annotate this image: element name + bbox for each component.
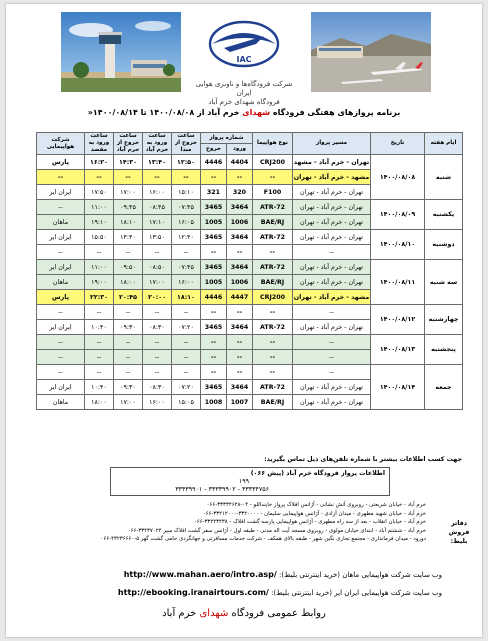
cell-date: ۱۴۰۰/۰۸/۱۰ bbox=[371, 230, 425, 260]
cell-dep-origin: ۰۷:۴۵ bbox=[172, 200, 201, 215]
footer-highlight: شهدای bbox=[199, 608, 229, 619]
cell-flight-arrival: 320 bbox=[227, 185, 253, 200]
cell-arr-khorramabad: ۲۰:۰۰ bbox=[143, 290, 172, 305]
cell-flight-departure: 1005 bbox=[201, 275, 227, 290]
cell-arr-dest: ۱۱:۰۰ bbox=[85, 200, 114, 215]
cell-arr-dest: ۱۸:۰۰ bbox=[85, 395, 114, 410]
cell-aircraft: F100 bbox=[253, 185, 293, 200]
table-row bbox=[37, 335, 463, 350]
cell-aircraft: ATR-72 bbox=[253, 320, 293, 335]
header-aircraft: نوع هواپیما bbox=[253, 133, 293, 155]
cell-arr-dest: ۱۹:۰۰ bbox=[85, 275, 114, 290]
cell-aircraft: -- bbox=[253, 365, 293, 380]
cell-dep-khorramabad: -- bbox=[114, 335, 143, 350]
cell-date: ۱۴۰۰/۰۸/۱۳ bbox=[371, 335, 425, 365]
cell-dep-origin: ۰۷:۴۵ bbox=[172, 260, 201, 275]
cell-day: یکشنبه bbox=[425, 200, 463, 230]
cell-flight-arrival: -- bbox=[227, 170, 253, 185]
cell-arr-dest: -- bbox=[85, 245, 114, 260]
agencies-label: دفاتر فروش بلیط: bbox=[448, 520, 470, 545]
cell-dep-khorramabad: ۱۴:۴۰ bbox=[114, 230, 143, 245]
cell-arr-dest: ۲۲:۳۰ bbox=[85, 290, 114, 305]
cell-aircraft: ATR-72 bbox=[253, 260, 293, 275]
agency-item: دورود - میدان فرمانداری - مجتمع تجاری نگین شهر - طبقه بالای همکف - شرکت خدمات مسافرتی و جهانگردی حامی گشت گهر ۵-۴۳۲۳۶۶۶۰-۰۶۶ bbox=[100, 536, 426, 543]
cell-flight-departure: 3465 bbox=[201, 200, 227, 215]
ticket-agencies-list bbox=[46, 501, 426, 544]
cell-flight-arrival: -- bbox=[227, 335, 253, 350]
cell-dep-khorramabad: ۱۴:۳۰ bbox=[114, 155, 143, 170]
cell-flight-departure: 321 bbox=[201, 185, 227, 200]
cell-day: چهارشنبه bbox=[425, 305, 463, 335]
cell-flight-arrival: 4404 bbox=[227, 155, 253, 170]
cell-dep-origin: ۱۲:۴۰ bbox=[172, 230, 201, 245]
cell-arr-dest: ۱۶:۲۰ bbox=[85, 155, 114, 170]
contact-note: جهت کسب اطلاعات بیشتر با شماره تلفن‌های ذیل تماس بگیرید: bbox=[264, 456, 462, 463]
cell-dep-khorramabad: ۱۷:۰۰ bbox=[114, 395, 143, 410]
cell-aircraft: -- bbox=[253, 305, 293, 320]
cell-day: پنجشنبه bbox=[425, 335, 463, 365]
iac-emblem-icon bbox=[204, 14, 284, 76]
cell-airline: پارس bbox=[37, 155, 85, 170]
cell-flight-arrival: 3464 bbox=[227, 260, 253, 275]
cell-dep-khorramabad: ۰۹:۴۵ bbox=[114, 200, 143, 215]
agency-item: خرم آباد - خیابان شریعتی - روبروی آتش نشانی - آژانس افلاک پرواز خاپنداللو - ۰۴-۳۳۳۳۴۶۴۸-۰۶۶ bbox=[206, 502, 426, 508]
cell-flight-arrival: -- bbox=[227, 305, 253, 320]
cell-airline: ماهان bbox=[37, 395, 85, 410]
cell-dep-khorramabad: ۱۸:۱۰ bbox=[114, 215, 143, 230]
cell-arr-dest: ۱۷:۵۰ bbox=[85, 185, 114, 200]
cell-dep-origin: ۰۷:۲۰ bbox=[172, 380, 201, 395]
cell-dep-khorramabad: ۰۹:۳۰ bbox=[114, 320, 143, 335]
cell-flight-arrival: -- bbox=[227, 365, 253, 380]
mahan-website-link[interactable]: http://www.mahan.aero/intro.asp/ bbox=[123, 570, 277, 579]
cell-dep-khorramabad: -- bbox=[114, 245, 143, 260]
cell-dep-khorramabad: ۲۰:۴۵ bbox=[114, 290, 143, 305]
cell-flight-arrival: 3464 bbox=[227, 320, 253, 335]
flight-info-box bbox=[110, 467, 390, 496]
cell-dep-origin: -- bbox=[172, 305, 201, 320]
cell-flight-arrival: 4447 bbox=[227, 290, 253, 305]
header-departure: خروج bbox=[201, 144, 227, 155]
cell-arr-khorramabad: ۰۸:۵۰ bbox=[143, 260, 172, 275]
iranair-website-label: وب سایت شرکت هواپیمایی ایران ایر (خرید اینترنتی بلیط): bbox=[271, 589, 442, 597]
cell-route: مشهد - خرم آباد - تهران bbox=[293, 170, 371, 185]
cell-flight-arrival: 3464 bbox=[227, 230, 253, 245]
cell-day: دوشنبه bbox=[425, 230, 463, 260]
cell-airline: پارس bbox=[37, 290, 85, 305]
title-prefix: برنامه پروازهای هفتگی فرودگاه bbox=[272, 108, 401, 117]
cell-route: -- bbox=[293, 350, 371, 365]
agency-item: خرم آباد - خیابان شهید مطهری - میدان آزادی - آژانس هواپیمایی سلیمان - ۳۳۲۰۰۰۰-۳۳۲۱۲۰۰۰-۰۶۶ bbox=[202, 510, 426, 517]
cell-flight-departure: -- bbox=[201, 365, 227, 380]
cell-arr-dest: ۱۱:۰۰ bbox=[85, 260, 114, 275]
cell-arr-khorramabad: ۰۸:۳۰ bbox=[143, 380, 172, 395]
info-phone-numbers: ۳۳۳۳۴۷۵۶ - ۳۳۳۳۹۹۰۲ - ۳۳۳۳۹۹۰۱ bbox=[175, 486, 269, 493]
cell-aircraft: -- bbox=[253, 335, 293, 350]
cell-arr-khorramabad: ۰۸:۳۰ bbox=[143, 320, 172, 335]
cell-flight-departure: 1008 bbox=[201, 395, 227, 410]
cell-dep-origin: ۱۸:۱۰ bbox=[172, 290, 201, 305]
table-header bbox=[37, 133, 463, 155]
cell-airline: -- bbox=[37, 200, 85, 215]
cell-arr-khorramabad: ۱۳:۵۰ bbox=[143, 230, 172, 245]
cell-airline: -- bbox=[37, 305, 85, 320]
cell-route: تهران - خرم آباد - تهران bbox=[293, 320, 371, 335]
title-highlight: شهدای bbox=[242, 108, 271, 117]
cell-arr-khorramabad: -- bbox=[143, 245, 172, 260]
info-short-number: ۱۹۹ bbox=[238, 478, 249, 485]
cell-arr-khorramabad: ۰۸:۴۵ bbox=[143, 200, 172, 215]
header-arrival: ورود bbox=[227, 144, 253, 155]
cell-flight-departure: 4446 bbox=[201, 155, 227, 170]
cell-flight-departure: -- bbox=[201, 335, 227, 350]
cell-route: تهران - خرم آباد - مشهد bbox=[293, 155, 371, 170]
cell-arr-dest: ۱۹:۱۰ bbox=[85, 215, 114, 230]
cell-date: ۱۴۰۰/۰۸/۰۹ bbox=[371, 200, 425, 230]
cell-route: -- bbox=[293, 245, 371, 260]
cell-aircraft: ATR-72 bbox=[253, 380, 293, 395]
header-dep-origin: ساعت خروج از مبدا bbox=[172, 133, 201, 155]
cell-flight-departure: 3465 bbox=[201, 320, 227, 335]
cell-day: جمعه bbox=[425, 365, 463, 410]
cell-airline: ماهان bbox=[37, 215, 85, 230]
header-dep-khorramabad: ساعت خروج از خرم آباد bbox=[114, 133, 143, 155]
cell-arr-dest: ۱۵:۵۰ bbox=[85, 230, 114, 245]
cell-dep-origin: ۱۲:۵۰ bbox=[172, 155, 201, 170]
table-row bbox=[37, 305, 463, 320]
cell-flight-arrival: 1006 bbox=[227, 275, 253, 290]
title-suffix: خرم آباد از ۱۴۰۰/۰۸/۰۸ تا ۱۴۰۰/۰۸/۱۴« bbox=[87, 108, 240, 117]
cell-flight-departure: -- bbox=[201, 170, 227, 185]
header-route: مسیر پرواز bbox=[293, 133, 371, 155]
cell-airline: ایران ایر bbox=[37, 320, 85, 335]
cell-flight-departure: 4446 bbox=[201, 290, 227, 305]
iranair-website-line bbox=[118, 588, 442, 597]
footer-prefix: روابط عمومی فرودگاه bbox=[231, 608, 326, 619]
cell-airline: -- bbox=[37, 245, 85, 260]
cell-arr-dest: -- bbox=[85, 170, 114, 185]
cell-flight-departure: 3465 bbox=[201, 260, 227, 275]
table-row bbox=[37, 230, 463, 245]
cell-route: تهران - خرم آباد - تهران bbox=[293, 230, 371, 245]
header-airline: شرکت هواپیمایی bbox=[37, 133, 85, 155]
footer-suffix: خرم آباد bbox=[162, 608, 197, 619]
cell-date: ۱۴۰۰/۰۸/۱۴ bbox=[371, 365, 425, 410]
header-arr-khorramabad: ساعت ورود به خرم آباد bbox=[143, 133, 172, 155]
cell-dep-khorramabad: -- bbox=[114, 170, 143, 185]
table-row bbox=[37, 155, 463, 170]
cell-airline: -- bbox=[37, 365, 85, 380]
cell-dep-origin: -- bbox=[172, 365, 201, 380]
cell-aircraft: BAE/RJ bbox=[253, 395, 293, 410]
cell-dep-khorramabad: ۰۹:۵۰ bbox=[114, 260, 143, 275]
cell-flight-arrival: 1007 bbox=[227, 395, 253, 410]
cell-airline: ماهان bbox=[37, 275, 85, 290]
cell-dep-origin: -- bbox=[172, 335, 201, 350]
logo-text: IAC bbox=[236, 55, 252, 64]
cell-arr-khorramabad: -- bbox=[143, 335, 172, 350]
cell-airline: -- bbox=[37, 335, 85, 350]
cell-route: تهران - خرم آباد - تهران bbox=[293, 215, 371, 230]
cell-route: تهران - خرم آباد - تهران bbox=[293, 395, 371, 410]
airport-apron-photo bbox=[311, 12, 431, 92]
cell-arr-khorramabad: -- bbox=[143, 170, 172, 185]
iranair-website-link[interactable]: http://ebooking.iranairtours.com/ bbox=[117, 588, 269, 597]
cell-aircraft: ATR-72 bbox=[253, 230, 293, 245]
control-tower-photo bbox=[61, 12, 181, 92]
cell-dep-origin: -- bbox=[172, 170, 201, 185]
info-title: اطلاعات پرواز فرودگاه خرم آباد (پیش ۰۶۶) bbox=[250, 470, 385, 477]
cell-date: ۱۴۰۰/۰۸/۱۲ bbox=[371, 305, 425, 335]
schedule-page bbox=[6, 4, 482, 637]
cell-flight-departure: -- bbox=[201, 245, 227, 260]
cell-aircraft: ATR-72 bbox=[253, 200, 293, 215]
cell-arr-khorramabad: ۱۳:۴۰ bbox=[143, 155, 172, 170]
iac-logo bbox=[194, 14, 294, 104]
cell-dep-khorramabad: -- bbox=[114, 350, 143, 365]
cell-aircraft: CRJ200 bbox=[253, 155, 293, 170]
cell-airline: ایران ایر bbox=[37, 380, 85, 395]
mahan-website-label: وب سایت شرکت هواپیمایی ماهان (خرید اینترنتی بلیط): bbox=[279, 571, 442, 579]
cell-dep-khorramabad: -- bbox=[114, 365, 143, 380]
cell-dep-origin: ۱۶:۰۰ bbox=[172, 275, 201, 290]
cell-route: تهران - خرم آباد - تهران bbox=[293, 275, 371, 290]
cell-route: -- bbox=[293, 335, 371, 350]
cell-flight-arrival: 1006 bbox=[227, 215, 253, 230]
cell-date: ۱۴۰۰/۰۸/۰۸ bbox=[371, 155, 425, 200]
cell-flight-arrival: 3464 bbox=[227, 380, 253, 395]
cell-arr-dest: -- bbox=[85, 350, 114, 365]
cell-flight-departure: 3465 bbox=[201, 380, 227, 395]
cell-dep-origin: ۱۶:۰۵ bbox=[172, 215, 201, 230]
cell-route: مشهد - خرم آباد - تهران bbox=[293, 290, 371, 305]
cell-airline: ایران ایر bbox=[37, 185, 85, 200]
cell-flight-departure: -- bbox=[201, 305, 227, 320]
cell-arr-khorramabad: -- bbox=[143, 305, 172, 320]
table-row bbox=[37, 365, 463, 380]
cell-route: تهران - خرم آباد - تهران bbox=[293, 380, 371, 395]
logo-line-2: فرودگاه شهدای خرم آباد bbox=[208, 98, 280, 106]
cell-arr-dest: ۱۰:۴۰ bbox=[85, 320, 114, 335]
cell-flight-departure: 1005 bbox=[201, 215, 227, 230]
cell-dep-origin: -- bbox=[172, 245, 201, 260]
cell-arr-dest: -- bbox=[85, 365, 114, 380]
agency-item: خرم آباد - ششتم آباد - ابتدای خیابان مولوی - روبروی مسجد آیت اله مدنی - طبقه اول - آژانس سفر گشت افلاک سیر ۳۳۴۳۷۰۲۴-۰۶۶ bbox=[127, 527, 426, 534]
cell-arr-khorramabad: ۱۷:۰۰ bbox=[143, 275, 172, 290]
cell-arr-khorramabad: ۱۶:۰۰ bbox=[143, 395, 172, 410]
cell-aircraft: CRJ200 bbox=[253, 290, 293, 305]
footer-signature bbox=[126, 608, 362, 619]
cell-dep-khorramabad: ۰۹:۳۰ bbox=[114, 380, 143, 395]
header-day: ایام هفته bbox=[425, 133, 463, 155]
cell-arr-khorramabad: ۱۷:۱۰ bbox=[143, 215, 172, 230]
table-row bbox=[37, 260, 463, 275]
cell-aircraft: BAE/RJ bbox=[253, 215, 293, 230]
cell-route: تهران - خرم آباد - تهران bbox=[293, 185, 371, 200]
cell-flight-departure: 3465 bbox=[201, 230, 227, 245]
cell-dep-khorramabad: ۱۷:۰۰ bbox=[114, 185, 143, 200]
cell-aircraft: -- bbox=[253, 170, 293, 185]
schedule-title bbox=[16, 108, 472, 117]
table-row bbox=[37, 200, 463, 215]
cell-aircraft: BAE/RJ bbox=[253, 275, 293, 290]
cell-day: شنبه bbox=[425, 155, 463, 200]
cell-arr-dest: -- bbox=[85, 335, 114, 350]
cell-dep-khorramabad: -- bbox=[114, 305, 143, 320]
cell-date: ۱۴۰۰/۰۸/۱۱ bbox=[371, 260, 425, 305]
flight-schedule-table bbox=[36, 132, 463, 410]
cell-dep-origin: ۰۷:۲۰ bbox=[172, 320, 201, 335]
cell-route: تهران - خرم آباد - تهران bbox=[293, 260, 371, 275]
cell-arr-khorramabad: -- bbox=[143, 350, 172, 365]
table-body bbox=[37, 155, 463, 410]
cell-aircraft: -- bbox=[253, 350, 293, 365]
cell-flight-departure: -- bbox=[201, 350, 227, 365]
cell-arr-khorramabad: ۱۶:۰۰ bbox=[143, 185, 172, 200]
header-flight-no: شماره پرواز bbox=[201, 133, 253, 144]
cell-arr-dest: -- bbox=[85, 305, 114, 320]
cell-flight-arrival: 3464 bbox=[227, 200, 253, 215]
cell-dep-origin: ۱۵:۰۵ bbox=[172, 395, 201, 410]
cell-airline: ایران ایر bbox=[37, 260, 85, 275]
cell-airline: -- bbox=[37, 350, 85, 365]
cell-flight-arrival: -- bbox=[227, 245, 253, 260]
cell-dep-origin: -- bbox=[172, 350, 201, 365]
header-arr-dest: ساعت ورود به مقصد bbox=[85, 133, 114, 155]
mahan-website-line bbox=[124, 570, 442, 579]
cell-airline: -- bbox=[37, 170, 85, 185]
cell-day: سه شنبه bbox=[425, 260, 463, 305]
agency-item: خرم آباد - خیابان انقلاب - بعد از سه راه مطهری - آژانس هواپیمایی پارسه گشت افلاک - ۳۳۲۲۳۴۳۸-۰۶۶ bbox=[193, 519, 426, 526]
cell-route: تهران - خرم آباد - تهران bbox=[293, 200, 371, 215]
cell-dep-khorramabad: ۱۸:۰۰ bbox=[114, 275, 143, 290]
logo-line-1: شرکت فرودگاه‌ها و ناوبری هوایی ایران bbox=[195, 80, 293, 97]
cell-route: -- bbox=[293, 365, 371, 380]
cell-aircraft: -- bbox=[253, 245, 293, 260]
cell-route: -- bbox=[293, 305, 371, 320]
cell-arr-khorramabad: -- bbox=[143, 365, 172, 380]
cell-arr-dest: ۱۰:۴۰ bbox=[85, 380, 114, 395]
cell-airline: ایران ایر bbox=[37, 230, 85, 245]
cell-dep-origin: ۱۵:۱۰ bbox=[172, 185, 201, 200]
header-date: تاریخ bbox=[371, 133, 425, 155]
cell-flight-arrival: -- bbox=[227, 350, 253, 365]
